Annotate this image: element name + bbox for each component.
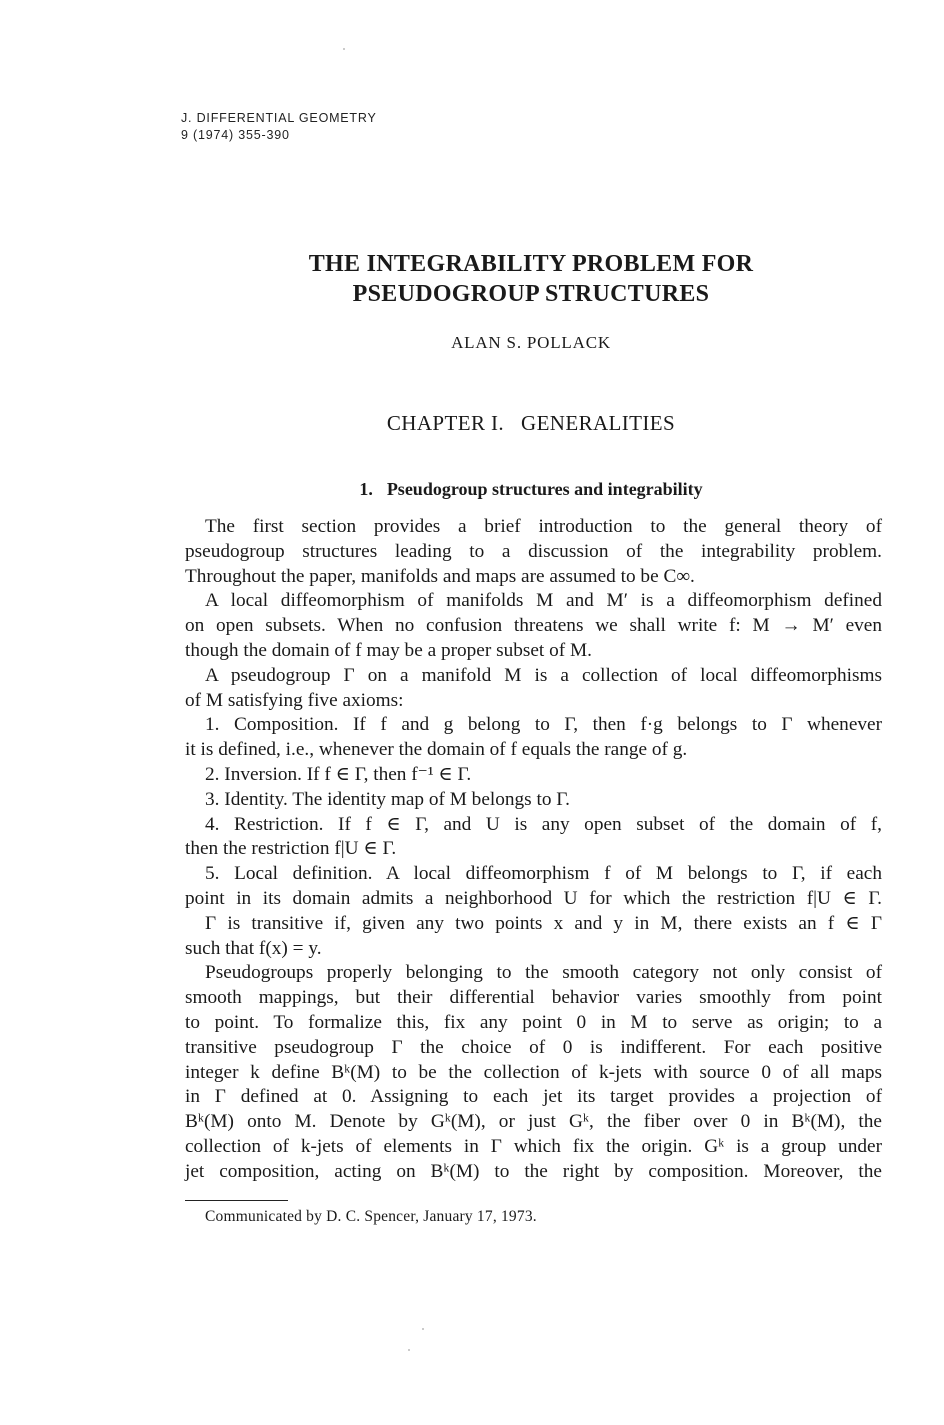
body-line: jet composition, acting on Bᵏ(M) to the right by composition. Moreover, the bbox=[185, 1160, 882, 1182]
title-line-1: THE INTEGRABILITY PROBLEM FOR bbox=[308, 251, 754, 277]
author: ALAN S. POLLACK bbox=[451, 333, 611, 352]
journal-header bbox=[181, 110, 377, 144]
body-line: on open subsets. When no confusion threatens we shall write f: M → M′ even bbox=[185, 615, 882, 637]
body-line: pseudogroup structures leading to a discussion of the integrability problem. bbox=[185, 540, 882, 562]
body-line: A pseudogroup Γ on a manifold M is a collection of local diffeomorphisms bbox=[205, 664, 882, 686]
scan-speck bbox=[408, 1349, 410, 1351]
journal-volume: 9 (1974) 355-390 bbox=[181, 128, 290, 142]
body-text bbox=[185, 515, 882, 1185]
footnote: Communicated by D. C. Spencer, January 17, 1973. bbox=[205, 1208, 537, 1225]
body-line: of M satisfying five axioms: bbox=[185, 689, 404, 711]
section-heading bbox=[181, 479, 881, 500]
body-line: Throughout the paper, manifolds and maps are assumed to be C∞. bbox=[185, 565, 695, 587]
body-line: though the domain of f may be a proper subset of M. bbox=[185, 639, 592, 661]
body-line: 3. Identity. The identity map of M belongs to Γ. bbox=[205, 788, 570, 810]
body-line: Pseudogroups properly belonging to the smooth category not only consist of bbox=[205, 962, 882, 984]
body-line: 5. Local definition. A local diffeomorphism f of M belongs to Γ, if each bbox=[205, 863, 882, 885]
journal-name: J. DIFFERENTIAL GEOMETRY bbox=[181, 111, 377, 125]
body-line: to point. To formalize this, fix any point 0 in M to serve as origin; to a bbox=[185, 1011, 882, 1033]
footnote-rule bbox=[185, 1200, 288, 1201]
body-line: integer k define Bᵏ(M) to be the collection of k-jets with source 0 of all maps bbox=[185, 1061, 882, 1083]
scan-speck bbox=[422, 1328, 424, 1330]
body-line: Γ is transitive if, given any two points x and y in M, there exists an f ∈ Γ bbox=[205, 912, 882, 934]
body-line: such that f(x) = y. bbox=[185, 937, 322, 959]
body-line: then the restriction f|U ∈ Γ. bbox=[185, 838, 397, 860]
paper-title bbox=[181, 249, 881, 309]
body-line: it is defined, i.e., whenever the domain of f equals the range of g. bbox=[185, 739, 688, 761]
section-number: 1. bbox=[359, 479, 373, 499]
body-line: 1. Composition. If f and g belong to Γ, then f·g belongs to Γ whenever bbox=[205, 714, 882, 736]
body-line: point in its domain admits a neighborhood U for which the restriction f|U ∈ Γ. bbox=[185, 887, 882, 909]
body-line: 4. Restriction. If f ∈ Γ, and U is any open subset of the domain of f, bbox=[205, 813, 882, 835]
body-line: A local diffeomorphism of manifolds M and M′ is a diffeomorphism defined bbox=[205, 590, 882, 612]
body-line: smooth mappings, but their differential behavior varies smoothly from point bbox=[185, 987, 882, 1009]
body-line: in Γ defined at 0. Assigning to each jet its target provides a projection of bbox=[185, 1086, 882, 1108]
title-line-2: PSEUDOGROUP STRUCTURES bbox=[352, 281, 710, 307]
body-line: transitive pseudogroup Γ the choice of 0 is indifferent. For each positive bbox=[185, 1036, 882, 1058]
body-line: collection of k-jets of elements in Γ which fix the origin. Gᵏ is a group under bbox=[185, 1135, 882, 1157]
scan-speck bbox=[343, 48, 345, 50]
body-line: Bᵏ(M) onto M. Denote by Gᵏ(M), or just Gᵏ, the fiber over 0 in Bᵏ(M), the bbox=[185, 1111, 882, 1133]
section-title: Pseudogroup structures and integrability bbox=[386, 479, 703, 499]
body-line: The first section provides a brief introduction to the general theory of bbox=[205, 516, 882, 537]
body-line: 2. Inversion. If f ∈ Γ, then f⁻¹ ∈ Γ. bbox=[205, 763, 472, 785]
chapter-heading: CHAPTER I. GENERALITIES bbox=[386, 411, 676, 435]
